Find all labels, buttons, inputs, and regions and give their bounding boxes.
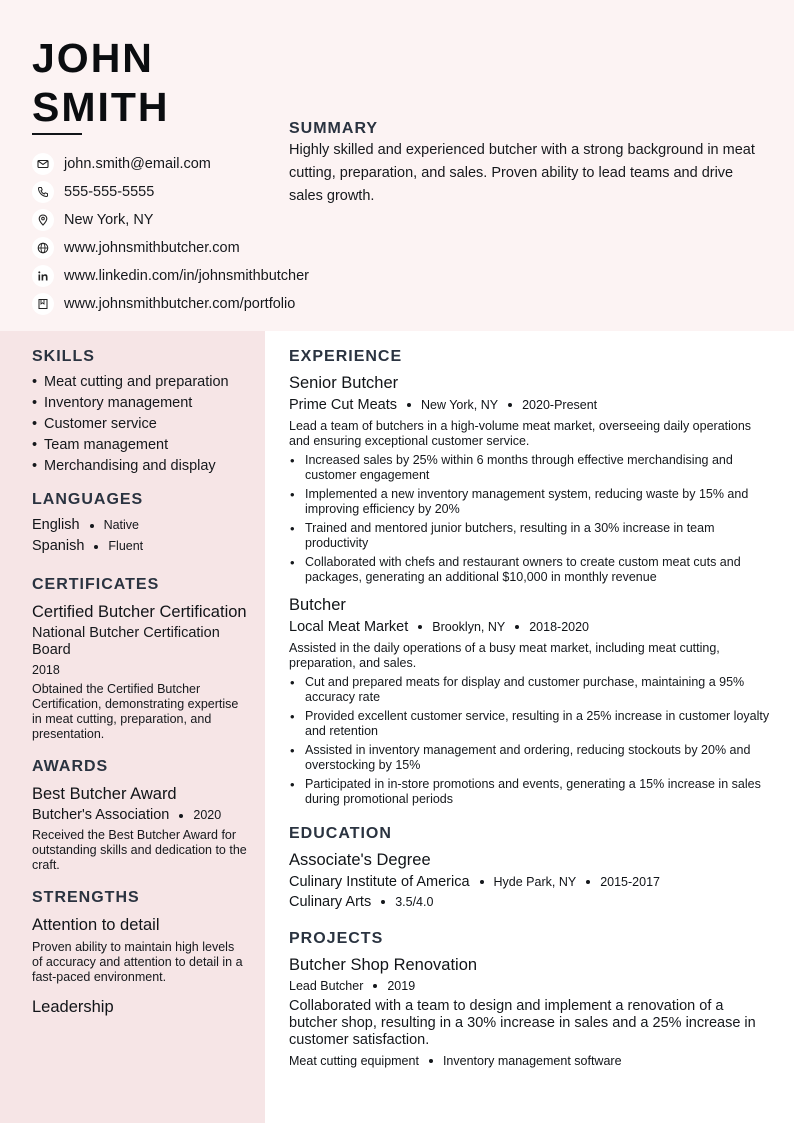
summary-section (289, 120, 764, 208)
job-entry (289, 595, 774, 807)
education-field-meta (289, 894, 774, 910)
separator-dot (515, 625, 519, 629)
language-item (32, 538, 247, 555)
contact-phone-text: 555-555-5555 (64, 184, 155, 200)
job-description: Assisted in the daily operations of a busy meat market, including meat cutting, preparation, and sales. (289, 641, 720, 670)
contact-location (32, 206, 309, 234)
contact-linkedin-text: www.linkedin.com/in/johnsmithbutcher (64, 268, 309, 284)
sidebar-content (32, 348, 247, 1017)
portfolio-icon (32, 293, 54, 315)
education-school: Culinary Institute of America (289, 874, 470, 890)
globe-icon (32, 237, 54, 259)
skill-item: • Inventory management (32, 395, 193, 411)
last-name: SMITH (32, 84, 170, 130)
contact-portfolio-text: www.johnsmithbutcher.com/portfolio (64, 296, 296, 312)
language-level: Fluent (108, 539, 144, 553)
strength-description: Proven ability to maintain high levels of accuracy and attention to detail in a fast-paced environment. (32, 940, 243, 984)
separator-dot (480, 880, 484, 884)
first-name: JOHN (32, 35, 154, 81)
award-meta (32, 807, 247, 824)
skill-text: Meat cutting and preparation (44, 374, 229, 390)
skill-text: Inventory management (44, 395, 193, 411)
language-name: English (32, 517, 80, 533)
separator-dot (418, 625, 422, 629)
job-company: Prime Cut Meats (289, 397, 397, 413)
project-description: Collaborated with a team to design and implement a renovation of a butcher shop, resulting in a 30% increase in sales and a 25% increase in customer satisfaction. (289, 998, 756, 1048)
job-bullet: • Collaborated with chefs and restaurant owners to create custom meat cuts and packages, generating an additional $10,000 in monthly revenue (290, 555, 741, 584)
award-name: Best Butcher Award (32, 785, 177, 803)
summary-text: Highly skilled and experienced butcher with a strong background in meat cutting, preparation, and sales. Proven ability to lead teams and drive sales growth. (289, 142, 755, 204)
email-icon (32, 153, 54, 175)
education-dates: 2015-2017 (600, 875, 660, 889)
contact-phone[interactable] (32, 178, 309, 206)
skill-item: • Customer service (32, 416, 157, 432)
certificate-year: 2018 (32, 663, 60, 677)
strengths-heading: STRENGTHS (32, 889, 140, 906)
job-title: Senior Butcher (289, 374, 399, 392)
contact-website-text: www.johnsmithbutcher.com (64, 240, 240, 256)
strength-name: Leadership (32, 998, 114, 1016)
certificates-section (32, 576, 247, 742)
job-location: Brooklyn, NY (432, 620, 506, 634)
job-bullet: • Trained and mentored junior butchers, resulting in a 30% increase in team productivity (290, 521, 715, 550)
job-bullet: • Assisted in inventory management and ordering, reducing stockouts by 20% and overstocking by 15% (290, 743, 751, 772)
contact-location-text: New York, NY (64, 212, 154, 228)
certificate-description: Obtained the Certified Butcher Certification, demonstrating expertise in meat cutting, preparation, and presentation. (32, 682, 239, 741)
separator-dot (429, 1059, 433, 1063)
job-bullet: • Provided excellent customer service, resulting in a 25% increase in customer loyalty and retention (290, 709, 770, 738)
separator-dot (381, 900, 385, 904)
project-tools (289, 1054, 774, 1068)
job-bullet: • Participated in in-store promotions and events, generating a 15% increase in sales during promotional periods (290, 777, 761, 806)
job-bullets (289, 453, 774, 585)
strength-name: Attention to detail (32, 916, 160, 934)
job-dates: 2018-2020 (529, 620, 590, 634)
job-title: Butcher (289, 596, 346, 614)
award-year: 2020 (193, 808, 222, 822)
language-item (32, 517, 247, 534)
skill-text: Customer service (44, 416, 157, 432)
education-section (289, 825, 774, 910)
job-dates: 2020-Present (522, 398, 598, 412)
education-field: Culinary Arts (289, 894, 372, 910)
separator-dot (373, 984, 377, 988)
job-bullet: • Increased sales by 25% within 6 months through effective merchandising and customer engagement (290, 453, 733, 482)
certificate-issuer: National Butcher Certification Board (32, 625, 220, 658)
project-meta (289, 979, 774, 993)
separator-dot (586, 880, 590, 884)
contact-email[interactable] (32, 150, 309, 178)
separator-dot (508, 403, 512, 407)
education-degree: Associate's Degree (289, 851, 431, 869)
contact-linkedin[interactable] (32, 262, 309, 290)
job-company: Local Meat Market (289, 619, 409, 635)
languages-section (32, 491, 247, 555)
language-name: Spanish (32, 538, 85, 554)
job-bullet: • Implemented a new inventory management system, reducing waste by 15% and improving efficiency by 20% (290, 487, 749, 516)
skill-text: Merchandising and display (44, 458, 216, 474)
project-name: Butcher Shop Renovation (289, 956, 478, 974)
contact-portfolio[interactable] (32, 290, 309, 318)
separator-dot (90, 524, 94, 528)
education-meta (289, 874, 774, 890)
skill-item: • Merchandising and display (32, 458, 216, 474)
contact-website[interactable] (32, 234, 309, 262)
main-content (289, 348, 774, 1068)
job-entry (289, 373, 774, 585)
certificates-heading: CERTIFICATES (32, 576, 160, 593)
linkedin-icon (32, 265, 54, 287)
awards-heading: AWARDS (32, 758, 109, 775)
summary-heading: SUMMARY (289, 120, 379, 137)
experience-heading: EXPERIENCE (289, 348, 403, 365)
project-tool: Meat cutting equipment (289, 1054, 419, 1068)
skill-text: Team management (44, 437, 169, 453)
name-divider (32, 133, 82, 135)
strengths-section (32, 889, 247, 1017)
award-issuer: Butcher's Association (32, 807, 170, 823)
project-tool: Inventory management software (442, 1054, 622, 1068)
contact-email-text: john.smith@email.com (64, 156, 211, 172)
awards-section (32, 758, 247, 873)
certificate-name: Certified Butcher Certification (32, 603, 247, 621)
skill-item: • Team management (32, 437, 169, 453)
location-pin-icon (32, 209, 54, 231)
separator-dot (407, 403, 411, 407)
language-level: Native (103, 518, 139, 532)
skills-heading: SKILLS (32, 348, 95, 365)
skill-item: • Meat cutting and preparation (32, 374, 229, 390)
education-gpa: 3.5/4.0 (395, 895, 434, 909)
job-meta (289, 397, 774, 413)
phone-icon (32, 181, 54, 203)
separator-dot (94, 545, 98, 549)
projects-heading: PROJECTS (289, 930, 384, 947)
job-bullet: • Cut and prepared meats for display and customer purchase, maintaining a 95% accuracy rate (290, 675, 745, 704)
languages-heading: LANGUAGES (32, 491, 144, 508)
projects-section (289, 930, 774, 1068)
education-location: Hyde Park, NY (493, 875, 577, 889)
skills-section (32, 348, 247, 475)
education-heading: EDUCATION (289, 825, 392, 842)
job-description: Lead a team of butchers in a high-volume meat market, overseeing daily operations and ensuring exceptional customer service. (289, 419, 752, 448)
experience-section (289, 348, 774, 807)
candidate-name (32, 34, 170, 132)
job-bullets (289, 675, 774, 807)
project-year: 2019 (387, 979, 416, 993)
project-role: Lead Butcher (289, 979, 364, 993)
job-meta (289, 619, 774, 635)
job-location: New York, NY (420, 398, 499, 412)
award-description: Received the Best Butcher Award for outstanding skills and dedication to the craft. (32, 828, 247, 872)
contact-list (32, 150, 309, 318)
separator-dot (179, 814, 183, 818)
